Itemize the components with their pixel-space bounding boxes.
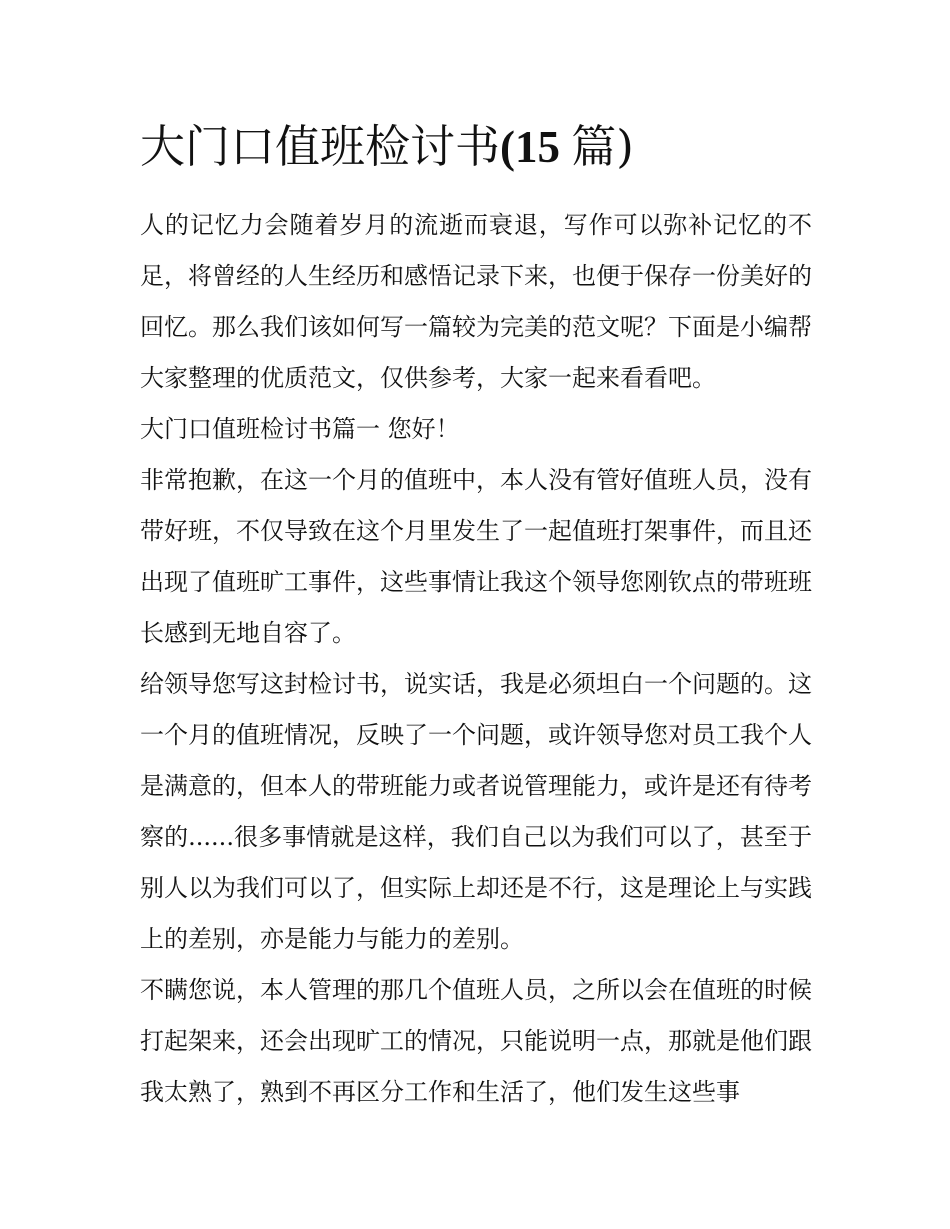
body-paragraph: 非常抱歉，在这一个月的值班中，本人没有管好值班人员，没有带好班，不仅导致在这个月里发生了一起值班打架事件，而且还出现了值班旷工事件，这些事情让我这个领导您刚钦点的带班班长感到无地自容了。 — [140, 466, 812, 647]
document-body — [140, 118, 812, 1118]
body-paragraph: 给领导您写这封检讨书，说实话，我是必须坦白一个问题的。这一个月的值班情况，反映了一个问题，或许领导您对员工我个人是满意的，但本人的带班能力或者说管理能力，或许是还有待考察的......很多事情就是这样，我们自己以为我们可以了，甚至于别人以为我们可以了，但实际上却还是不行，这是理论上与实践上的差别，亦是能力与能力的差别。 — [140, 670, 812, 953]
title-text: 大门口值班检讨书 — [140, 120, 501, 173]
title-suffix: 篇) — [571, 120, 634, 173]
document-title — [140, 118, 812, 176]
title-count: (15 — [500, 122, 572, 172]
section-heading: 大门口值班检讨书篇一 您好！ — [140, 415, 460, 443]
intro-paragraph: 人的记忆力会随着岁月的流逝而衰退，写作可以弥补记忆的不足，将曾经的人生经历和感悟记录下来，也便于保存一份美好的回忆。那么我们该如何写一篇较为完美的范文呢？下面是小编帮大家整理的优质范文，仅供参考，大家一起来看看吧。 — [140, 211, 812, 392]
body-paragraph: 不瞒您说，本人管理的那几个值班人员，之所以会在值班的时候打起架来，还会出现旷工的情况，只能说明一点，那就是他们跟我太熟了，熟到不再区分工作和生活了，他们发生这些事 — [140, 976, 812, 1106]
